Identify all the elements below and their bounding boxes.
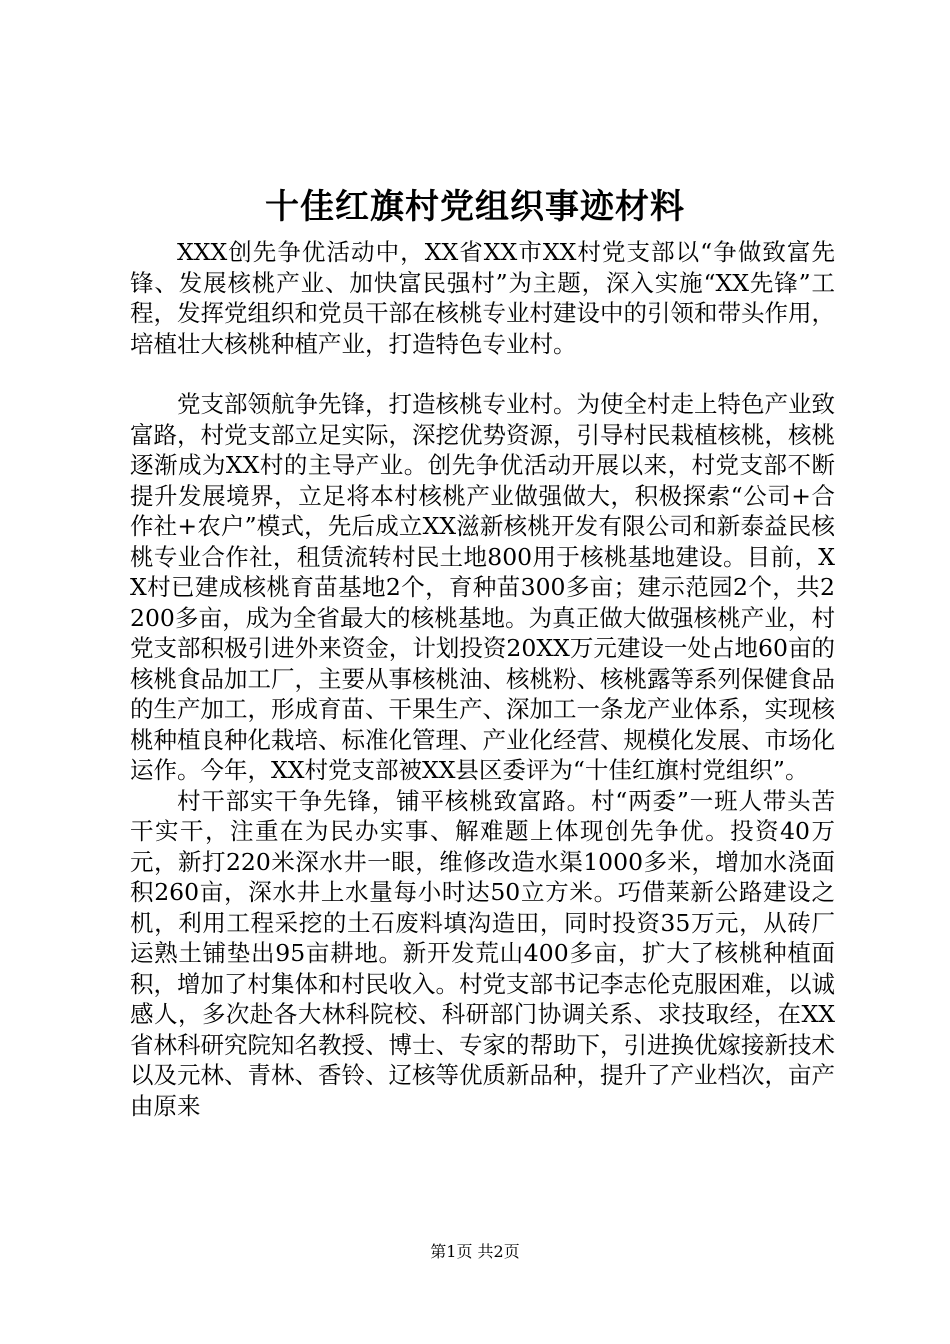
- paragraph-intro: XXX创先争优活动中，XX省XX市XX村党支部以“争做致富先锋、发展核桃产业、加快富民强村”为主题，深入实施“XX先锋”工程，发挥党组织和党员干部在核桃专业村建设中的引领和带头作用，培植壮大核桃种植产业，打造特色专业村。: [130, 238, 835, 358]
- page-title: 十佳红旗村党组织事迹材料: [265, 187, 685, 227]
- document-body: [130, 237, 835, 1121]
- paragraph-village-cadres: 村干部实干争先锋，铺平核桃致富路。村“两委”一班人带头苦干实干，注重在为民办实事、解难题上体现创先争优。投资40万元，新打220米深水井一眼，维修改造水渠1000多米，增加水浇面积260亩，深水井上水量每小时达50立方米。巧借莱新公路建设之机，利用工程采挖的土石废料填沟造田，同时投资35万元，从砖厂运熟土铺垫出95亩耕地。新开发荒山400多亩，扩大了核桃种植面积，增加了村集体和村民收入。村党支部书记李志伦克服困难，以诚感人，多次赴各大林科院校、科研部门协调关系、求技取经，在XX省林科研究院知名教授、博士、专家的帮助下，引进换优嫁接新技术以及元林、青林、香铃、辽核等优质新品种，提升了产业档次，亩产由原来: [130, 786, 835, 1120]
- paragraph-party-branch: 党支部领航争先锋，打造核桃专业村。为使全村走上特色产业致富路，村党支部立足实际，深挖优势资源，引导村民栽植核桃，核桃逐渐成为XX村的主导产业。创先争优活动开展以来，村党支部不断提升发展境界，立足将本村核桃产业做强做大，积极探索“公司+合作社+农户”模式，先后成立XX滋新核桃开发有限公司和新泰益民核桃专业合作社，租赁流转村民土地800用于核桃基地建设。目前，XX村已建成核桃育苗基地2个，育种苗300多亩；建示范园2个，共2200多亩，成为全省最大的核桃基地。为真正做大做强核桃产业，村党支部积极引进外来资金，计划投资20XX万元建设一处占地60亩的核桃食品加工厂，主要从事核桃油、核桃粉、核桃露等系列保健食品的生产加工，形成育苗、干果生产、深加工一条龙产业体系，实现核桃种植良种化栽培、标准化管理、产业化经营、规模化发展、市场化运作。今年，XX村党支部被XX县区委评为“十佳红旗村党组织”。: [130, 390, 835, 784]
- page-number-footer: 第1页 共2页: [430, 1242, 520, 1261]
